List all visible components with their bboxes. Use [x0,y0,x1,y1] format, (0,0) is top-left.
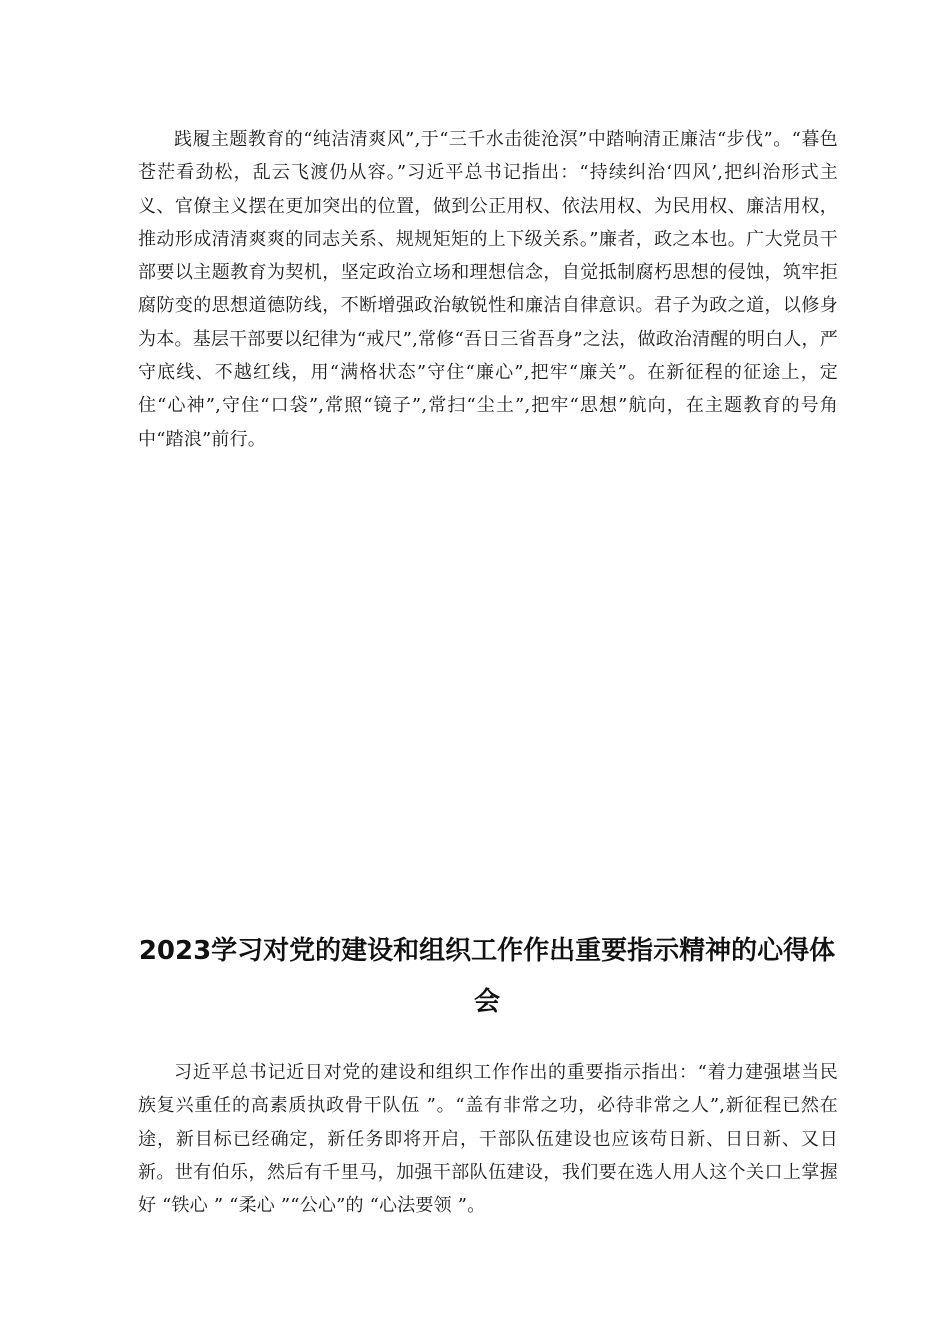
article-title: 2023学习对党的建设和组织工作作出重要指示精神的心得体会 [138,936,836,1017]
body-paragraph: 践履主题教育的“纯洁清爽风”,于“三千水击徙沧溟”中踏响清正廉洁“步伐”。“暮色苍茫看劲松，乱云飞渡仍从容。”习近平总书记指出：“持续纠治‘四风’,把纠治形式主义、官僚主义摆在更加突出的位置，做到公正用权、依法用权、为民用权、廉洁用权，推动形成清清爽爽的同志关系、规规矩矩的上下级关系。”廉者，政之本也。广大党员干部要以主题教育为契机，坚定政治立场和理想信念，自觉抵制腐朽思想的侵蚀，筑牢拒腐防变的思想道德防线，不断增强政治敏锐性和廉洁自律意识。君子为政之道，以修身为本。基层干部要以纪律为“戒尺”,常修“吾日三省吾身”之法，做政治清醒的明白人，严守底线、不越红线，用“满格状态”守住“廉心”,把牢“廉关”。在新征程的征途上，定住“心神”,守住“口袋”,常照“镜子”,常扫“尘土”,把牢“思想”航向，在主题教育的号角中“踏浪”前行。 [138,129,838,450]
body-paragraph: 习近平总书记近日对党的建设和组织工作作出的重要指示指出：“着力建强堪当民族复兴重任的高素质执政骨干队伍 ”。“盖有非常之功，必待非常之人”,新征程已然在途，新目标已经确定，新任务即将开启，干部队伍建设也应该苟日新、日日新、又日新。世有伯乐，然后有千里马，加强干部队伍建设，我们要在选人用人这个关口上掌握好 “铁心 ” “柔心 ”“公心”的 “心法要领 ”。 [138,1062,838,1217]
